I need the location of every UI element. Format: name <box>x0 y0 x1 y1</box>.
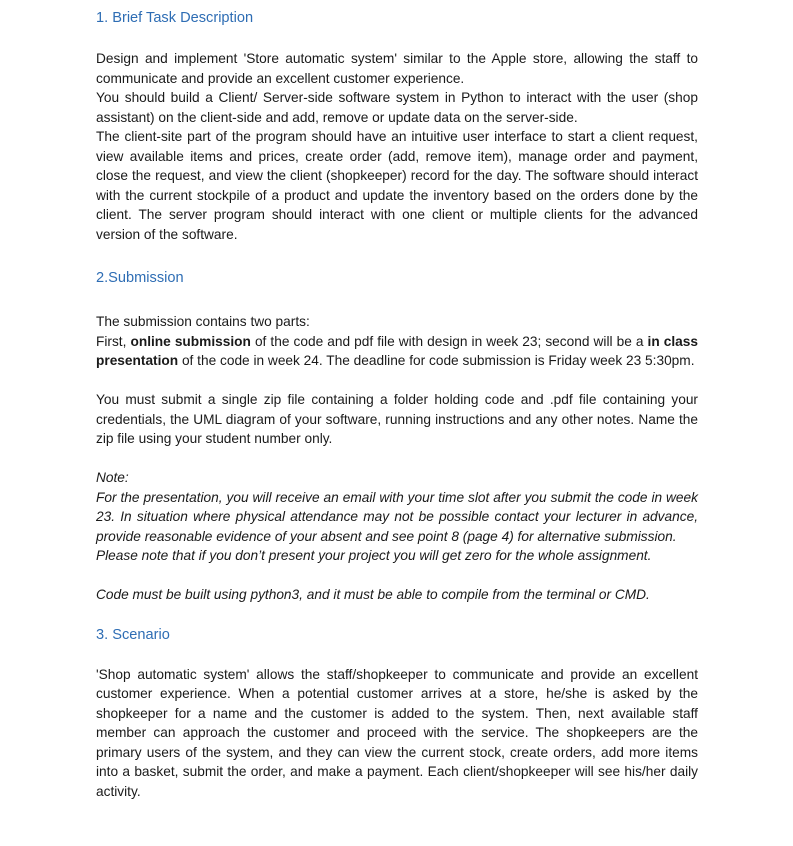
section-1-heading: 1. Brief Task Description <box>96 10 254 26</box>
scenario-paragraph: 'Shop automatic system' allows the staff/shopkeeper to communicate and provide an excellent customer experience. When a potential customer arrives at a store, he/she is asked by the shopkeeper for a name and the customer is added to the system. Then, next available staff member can approach the customer and proceed with the service. The shopkeepers are the primary users of the system, and they can view the current stock, create orders, add more items into a basket, submit the order, and make a payment. Each client/shopkeeper will see his/her daily activity. <box>96 666 698 799</box>
submission-first-middle: of the code and pdf file with design in week 23; second will be a <box>250 333 648 349</box>
in-class-presentation-bold: in class presentation <box>96 333 699 368</box>
section-3-heading: 3. Scenario <box>96 626 170 643</box>
code-requirement-note: Code must be built using python3, and it must be able to compile from the terminal or CMD. <box>96 587 650 602</box>
online-submission-bold: online submission <box>130 333 251 349</box>
document-page <box>96 0 698 801</box>
submission-intro: The submission contains two parts: <box>96 314 310 329</box>
submission-first-prefix: First, <box>96 333 131 349</box>
note-zero-warning: Please note that if you don’t present your project you will get zero for the whole assignment. <box>96 548 652 563</box>
submission-parts-paragraph <box>96 332 698 371</box>
section-1-paragraph-1: Design and implement 'Store automatic system' similar to the Apple store, allowing the staff to communicate and provide an excellent customer experience. <box>96 51 698 86</box>
section-1-paragraph-2: You should build a Client/ Server-side software system in Python to interact with the user (shop assistant) on the client-side and add, remove or update data on the server-side. <box>96 90 698 125</box>
section-2-heading: 2.Submission <box>96 270 184 286</box>
zip-file-paragraph: You must submit a single zip file containing a folder holding code and .pdf file containing your credentials, the UML diagram of your software, running instructions and any other notes. Name the zip file using your student number only. <box>96 392 698 446</box>
note-label: Note: <box>96 470 129 485</box>
section-1-paragraph-3: The client-site part of the program should have an intuitive user interface to start a client request, view available items and prices, create order (add, remove item), manage order and payment, close the request, and view the client (shopkeeper) record for the day. The software should interact with the current stockpile of a product and update the inventory based on the orders done by the client. The server program should interact with one client or multiple clients for the advanced version of the software. <box>96 129 698 242</box>
submission-deadline-text: of the code in week 24. The deadline for code submission is Friday week 23 5:30pm. <box>178 353 695 368</box>
note-text: For the presentation, you will receive an email with your time slot after you submit the code in week 23. In situation where physical attendance may not be possible contact your lecturer in advance, provide reasonable evidence of your absent and see point 8 (page 4) for alternative submission. <box>96 489 698 544</box>
